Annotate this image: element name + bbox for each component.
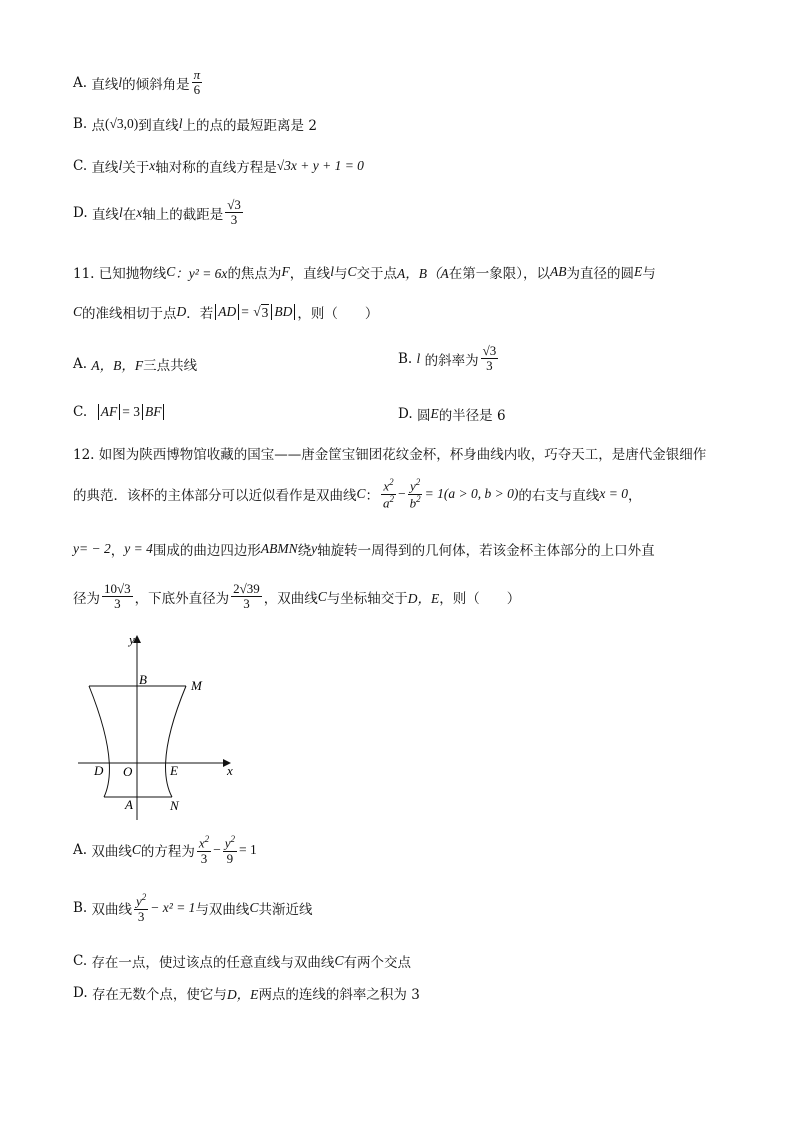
stem-text: 与 [642, 266, 656, 282]
option-text: 直线 [91, 76, 119, 93]
option-label: D. [398, 406, 413, 422]
stem-text: 绕 [297, 543, 312, 559]
points: A，B（A [396, 266, 449, 281]
q10-option-c [73, 156, 364, 176]
var-e: E [633, 264, 643, 279]
fraction [102, 582, 133, 612]
var-l: l [118, 158, 123, 173]
fraction [192, 68, 203, 98]
equation: √3x + y + 1 = 0 [276, 158, 364, 173]
option-label: B. [73, 116, 88, 132]
var-c: C [131, 842, 141, 858]
stem-text: 围成的曲边四边形 [152, 543, 261, 559]
q12-option-b [73, 893, 312, 924]
option-text: 的方程为 [140, 844, 195, 861]
var-f: F [281, 264, 290, 279]
q12-stem-line1 [73, 443, 706, 463]
stem-text: 与 [333, 266, 348, 282]
option-label: B. [398, 350, 413, 367]
stem-text: 径为 [73, 590, 100, 607]
equation: − x² = 1 [150, 900, 196, 916]
label-m: M [191, 678, 202, 693]
denominator: $b^2$ [409, 493, 421, 510]
equation: x = 0 [599, 486, 628, 502]
q11-option-b [398, 344, 500, 374]
stem-text: ，双曲线 [263, 590, 318, 607]
option-text: 点 [91, 118, 106, 134]
stem-text: ，则（ ） [297, 306, 379, 322]
option-label: A. [73, 842, 88, 859]
option-text: 直线 [91, 160, 119, 176]
var-c: C [249, 900, 259, 916]
option-text: 到直线 [138, 118, 179, 134]
var-c: C [347, 264, 357, 279]
left-branch [89, 686, 109, 797]
var-c: C [73, 304, 83, 319]
option-text: 有两个交点 [343, 955, 411, 971]
var-c: C [317, 588, 327, 604]
var-l: l [118, 74, 123, 90]
cup-diagram [74, 630, 244, 825]
fraction-x2-3 [197, 835, 211, 866]
option-text: 两点的连线的斜率之积为 3 [258, 987, 420, 1003]
var-l: l [178, 116, 183, 131]
denominator: 3 [230, 212, 238, 228]
label-x: x [227, 763, 233, 778]
abs-af: AF [98, 404, 121, 420]
denominator: 3 [200, 850, 208, 866]
points: D，E [226, 987, 259, 1002]
right-branch [166, 686, 186, 797]
stem-text: ，下底外直径为 [134, 590, 230, 607]
denominator: 3 [137, 908, 145, 924]
q12-option-d [73, 983, 420, 1003]
denominator: 3 [486, 358, 493, 374]
equals: = [241, 304, 249, 319]
stem-text: 的准线相切于点 [82, 306, 177, 322]
denominator: 9 [226, 850, 234, 866]
option-text: 直线 [91, 206, 119, 223]
option-text: 上的点的最短距离是 2 [182, 118, 317, 134]
var-y: y [311, 541, 318, 556]
stem-text: 11. 已知抛物线 [73, 266, 167, 282]
var-c: C [334, 953, 344, 968]
stem-text: 为直径的圆 [566, 266, 634, 282]
numerator: $x^2$ [198, 834, 210, 851]
fraction [481, 344, 499, 374]
denominator: 3 [243, 596, 250, 612]
q11-stem-line1 [73, 262, 656, 282]
stem-text: 的典范．该杯的主体部分可以近似看作是双曲线 [73, 488, 357, 505]
axis-x: x [136, 204, 143, 220]
q12-stem-line4 [73, 582, 520, 612]
label-b: B [139, 672, 147, 687]
var-c: C [356, 486, 366, 502]
var-d: D [176, 304, 187, 319]
q12-stem-line2: 的典范．该杯的主体部分可以近似看作是双曲线 C ： $\frac{x^2}{a^2}$ − $\frac{y^2}{b^2}$ = 1(a > 0, b > 0) 的右支与直线 x = 0 ， [73, 477, 642, 510]
abs-bf: BF [142, 404, 165, 420]
option-label: B. [73, 900, 88, 917]
point-coord: (√3,0) [105, 116, 139, 131]
label-n: N [170, 798, 179, 813]
denominator: 6 [193, 82, 201, 98]
numerator: √3 [482, 343, 497, 358]
stem-text: ： [365, 488, 380, 505]
var-ab: AB [549, 264, 567, 279]
stem-text: 的焦点为 [227, 266, 282, 282]
numerator: $y^2$ [410, 477, 421, 494]
option-label: C. [73, 404, 88, 420]
option-label: A. [73, 356, 88, 372]
option-text: 的斜率为 [424, 352, 479, 369]
points: A，B，F [91, 358, 144, 373]
stem-text: ， [110, 543, 125, 559]
q10-option-a [73, 68, 204, 98]
option-text: 轴上的截距是 [142, 206, 224, 223]
abs-bd: BD [271, 304, 295, 320]
label-y: y [129, 632, 135, 647]
q11-option-a [73, 354, 197, 374]
var-l: l [416, 350, 421, 366]
axis-x: x [149, 158, 156, 173]
stem-text: 与坐标轴交于 [326, 590, 408, 607]
stem-text: 交于点 [356, 266, 397, 282]
numerator: $y^2$ [224, 834, 236, 851]
label-o: O [123, 764, 133, 779]
q11-option-d [398, 404, 506, 424]
q11-option-c [73, 404, 166, 420]
label-e: E [170, 763, 178, 778]
option-text: 的半径是 6 [438, 408, 506, 424]
option-label: C. [73, 158, 88, 174]
option-label: D. [73, 204, 88, 221]
numerator: π [193, 67, 201, 82]
option-text: 的倾斜角是 [122, 76, 190, 93]
var-l: l [330, 264, 334, 279]
option-text: 与双曲线 [195, 902, 250, 919]
numerator: 2√39 [233, 581, 260, 596]
var-c: C [166, 264, 176, 279]
var-l: l [118, 204, 123, 220]
fraction-y2-3 [134, 893, 148, 924]
stem-text: ， [627, 488, 642, 505]
equation: y= − 2 [73, 541, 111, 556]
q12-option-c [73, 951, 411, 971]
option-text: 存在无数个点，使它与 [91, 987, 227, 1003]
numerator: $x^2$ [383, 477, 394, 494]
equation: ：y² = 6x [175, 266, 228, 281]
q11-stem-line2 [73, 302, 378, 322]
fraction-y2-9 [223, 835, 237, 866]
label-d: D [94, 763, 104, 778]
option-text: 存在一点，使过该点的任意直线与双曲线 [91, 955, 335, 971]
q12-option-a: A. 双曲线 C 的方程为 $\frac{x^2}{3}$ − $\frac{y^2}{9}$ = 1 [73, 834, 257, 866]
cup-figure [74, 630, 244, 825]
sqrt: √ 3 [253, 303, 269, 320]
label-a: A [125, 797, 133, 812]
radicand: 3 [261, 304, 269, 320]
q12-stem-line3 [73, 539, 655, 559]
var-e: E [430, 406, 439, 421]
option-text: 在 [122, 206, 137, 223]
fraction [225, 198, 243, 228]
fraction [231, 582, 262, 612]
numerator: $y^2$ [136, 892, 147, 909]
stem-text: ，则（ ） [439, 590, 521, 607]
points: D，E [407, 590, 440, 606]
q10-option-d [73, 198, 245, 228]
option-text: 关于 [122, 160, 150, 176]
stem-text: 轴旋转一周得到的几何体，若该金杯主体部分的上口外直 [317, 543, 655, 559]
stem-text: 的右支与直线 [518, 488, 600, 505]
equation: y = 4 [124, 541, 153, 556]
var-abmn: ABMN [260, 541, 298, 556]
numerator: 10√3 [104, 581, 131, 596]
option-label: D. [73, 985, 88, 1001]
option-label: C. [73, 953, 88, 969]
q10-option-b [73, 114, 317, 134]
fraction-y2-b2 [408, 478, 423, 510]
stem-text: 12. 如图为陕西博物馆收藏的国宝——唐金筐宝钿团花纹金杯，杯身曲线内收，巧夺天工，是唐代金银细作 [73, 447, 707, 463]
option-text: 三点共线 [143, 358, 198, 374]
stem-text: 在第一象限），以 [448, 266, 550, 282]
option-text: 圆 [416, 408, 431, 424]
denominator: $a^2$ [383, 493, 395, 510]
option-text: 共渐近线 [258, 902, 313, 919]
fraction-x2-a2 [381, 478, 396, 510]
option-text: 轴对称的直线方程是 [155, 160, 277, 176]
equals: = 3 [122, 404, 140, 419]
condition: = 1(a > 0, b > 0) [424, 486, 519, 502]
option-text: 双曲线 [91, 902, 133, 919]
option-label: A. [73, 74, 88, 91]
numerator: √3 [227, 197, 241, 212]
stem-text: ．若 [186, 306, 214, 322]
abs-ad: AD [215, 304, 239, 320]
denominator: 3 [114, 596, 121, 612]
option-text: 双曲线 [91, 844, 132, 861]
stem-text: ，直线 [289, 266, 331, 282]
